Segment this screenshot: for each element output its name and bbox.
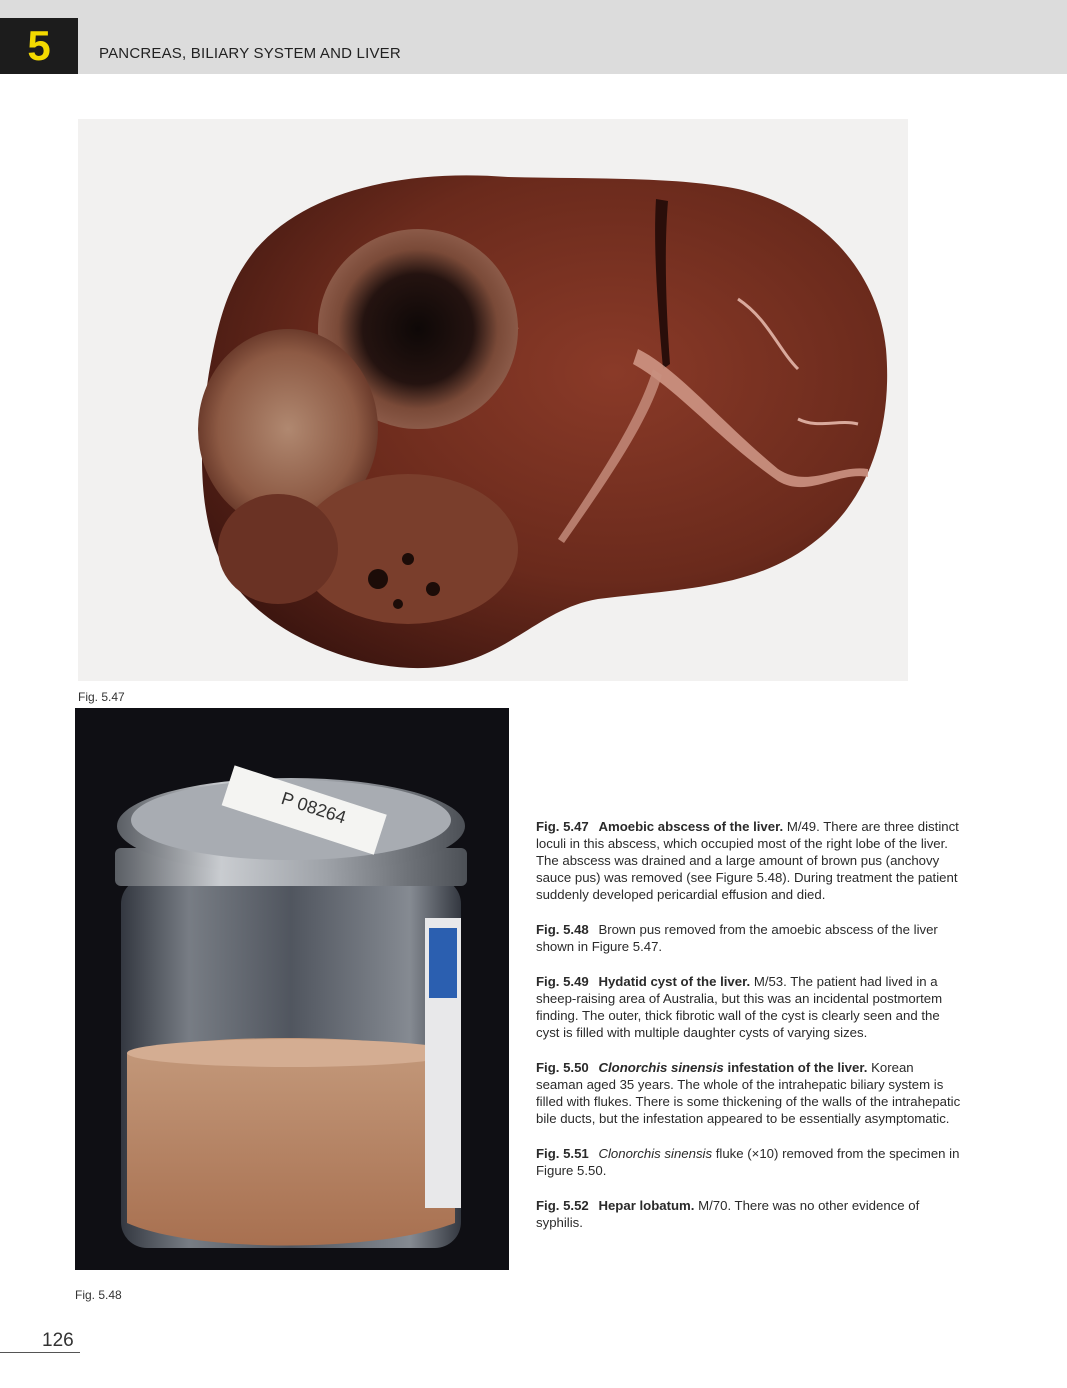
brown-pus [127,1038,455,1246]
liver-specimen-image [78,119,908,681]
figure-5-47-photo [78,119,908,681]
jar-specimen-image [75,708,509,1270]
caption-fig-5-51: Fig. 5.51 Clonorchis sinensis fluke (×10) removed from the specimen in Figure 5.50. [536,1146,960,1178]
chapter-title: PANCREAS, BILIARY SYSTEM AND LIVER [99,45,401,62]
page-number: 126 [42,1330,74,1351]
chapter-number-badge: 5 [0,18,78,74]
caption-fig-5-49: Fig. 5.49 Hydatid cyst of the liver. M/53. The patient had lived in a sheep-raising area of Australia, but this was an incidental postmortem finding. The outer, thick fibrotic wall of the cyst is clearly seen and the cyst is filled with multiple daughter cysts of varying sizes. [536,974,943,1040]
figure-5-47-label: Fig. 5.47 [78,690,125,704]
caption-fig-5-47: Fig. 5.47 Amoebic abscess of the liver. M/49. There are three distinct loculi in this abscess, which occupied most of the right lobe of the liver. The abscess was drained and a large amount of brown pus (anchovy sauce pus) was removed (see Figure 5.48). During treatment the patient suddenly developed pericardial effusion and died. [536,819,959,902]
caption-fig-5-48: Fig. 5.48 Brown pus removed from the amoebic abscess of the liver shown in Figure 5.47. [536,922,938,954]
figure-captions [536,818,961,1249]
page-number-rule [0,1352,80,1353]
figure-5-48-label: Fig. 5.48 [75,1288,122,1302]
caption-fig-5-50: Fig. 5.50 Clonorchis sinensis infestation of the liver. Korean seaman aged 35 years. The whole of the intrahepatic biliary system is filled with flukes. There is some thickening of the walls of the intrahepatic bile ducts, but the infestation appeared to be essentially asymptomatic. [536,1060,961,1126]
jar-tag-text: P 08264 [278,788,349,828]
caption-fig-5-52: Fig. 5.52 Hepar lobatum. M/70. There was no other evidence of syphilis. [536,1198,920,1230]
figure-5-48-photo [75,708,509,1270]
chapter-header-band [0,0,1067,74]
